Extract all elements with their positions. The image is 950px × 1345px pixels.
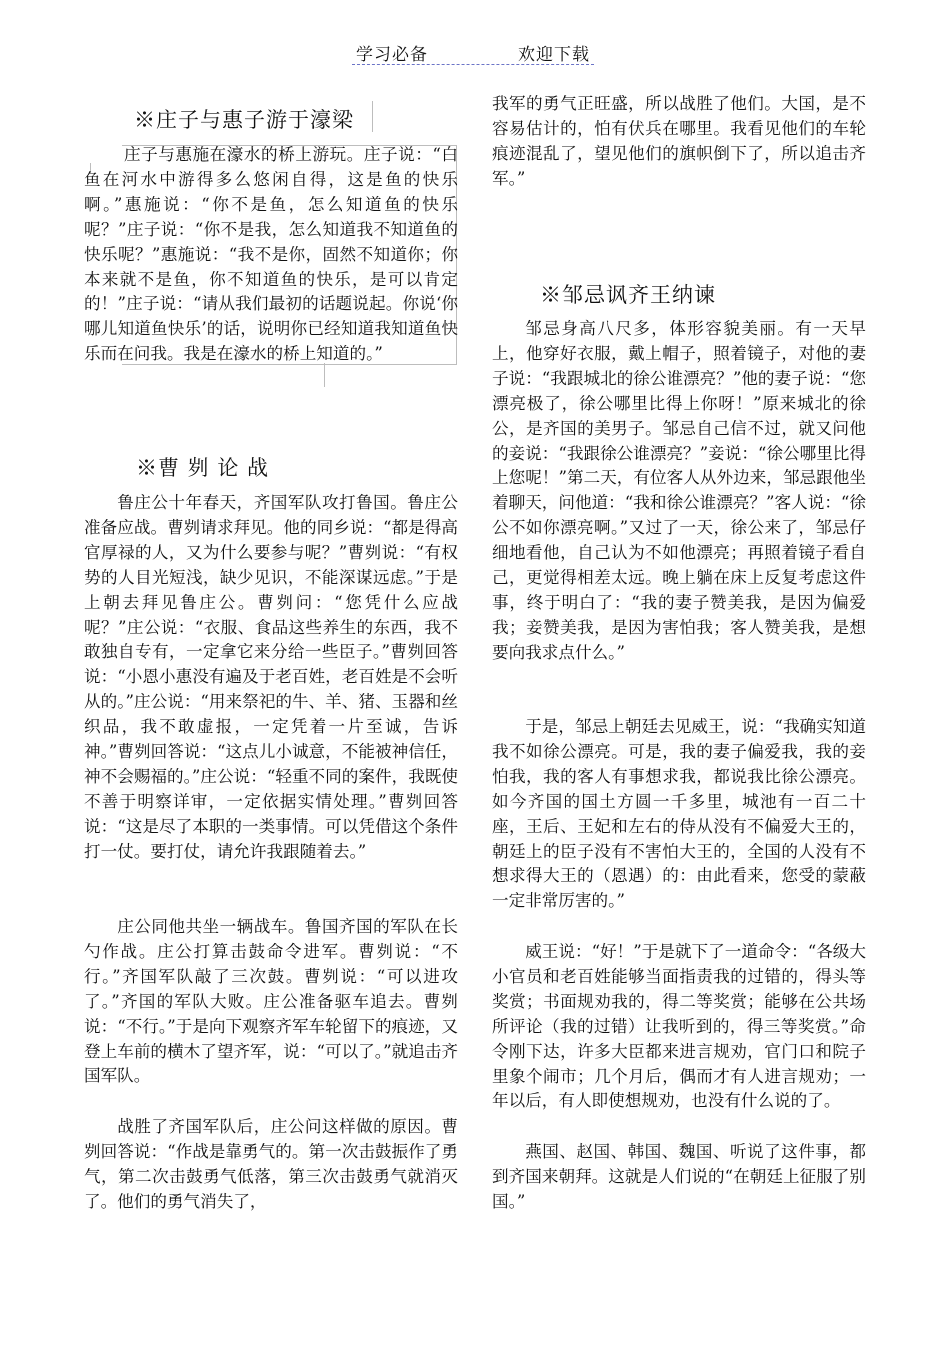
paragraph-zouji-1: 邹忌身高八尺多，体形容貌美丽。有一天早上，他穿好衣服，戴上帽子，照着镜子，对他的妻子说：“我跟城北的徐公谁漂亮？”他的妻子说：“您漂亮极了，徐公哪里比得上你呀！”原来城北的徐公，是齐国的美男子。邹忌自己信不过，就又问他的妾说：“我跟徐公谁漂亮？”妾说：“徐公哪里比得上您呢！”第二天，有位客人从外边来，邹忌跟他坐着聊天，问他道：“我和徐公谁漂亮？”客人说：“徐公不如你漂亮啊。”又过了一天，徐公来了，邹忌仔细地看他，自己认为不如他漂亮；再照着镜子看自己，更觉得相差太远。晚上躺在床上反复考虑这件事，终于明白了：“我的妻子赞美我，是因为偏爱我；妾赞美我，是因为害怕我；客人赞美我，是想要向我求点什么。”	[492, 319, 866, 662]
paragraph-zouji-2: 于是，邹忌上朝廷去见威王，说：“我确实知道我不如徐公漂亮。可是，我的妻子偏爱我，我的妾怕我，我的客人有事想求我，都说我比徐公漂亮。如今齐国的国土方圆一千多里，城池有一百二十座，王后、王妃和左右的侍从没有不偏爱大王的，朝廷上的臣子没有不害怕大王的，全国的人没有不想求得大王的（恩遇）的：由此看来，您受的蒙蔽一定非常厉害的。”	[492, 717, 866, 911]
header-left-text: 学习必备	[356, 45, 428, 65]
section-title-caogui: ※曹 刿 论 战	[136, 456, 270, 480]
paragraph-caogui-3: 战胜了齐国军队后，庄公问这样做的原因。曹刿回答说：“作战是靠勇气的。第一次击鼓振作了勇气，第二次击鼓勇气低落，第三次击鼓勇气就消灭了。他们的勇气消失了，	[84, 1117, 458, 1211]
paragraph-zouji-4: 燕国、赵国、韩国、魏国、听说了这件事，都到齐国来朝拜。这就是人们说的“在朝廷上征服了别国。”	[492, 1142, 866, 1211]
paragraph-caogui-2: 庄公同他共坐一辆战车。鲁国齐国的军队在长勺作战。庄公打算击鼓命令进军。曹刿说：“不行。”齐国军队敲了三次鼓。曹刿说：“可以进攻了。”齐国的军队大败。庄公准备驱车追去。曹刿说：“不行。”于是向下观察齐军车轮留下的痕迹，又登上车前的横木了望齐军，说：“可以了。”就追击齐国军队。	[84, 917, 458, 1086]
paragraph-caogui-3-continued: 我军的勇气正旺盛，所以战胜了他们。大国，是不容易估计的，怕有伏兵在哪里。我看见他们的车轮痕迹混乱了，望见他们的旗帜倒下了，所以追击齐军。”	[492, 94, 866, 188]
paragraph-zhuangzi: 庄子与惠施在濠水的桥上游玩。庄子说：“白鱼在河水中游得多么悠闲自得，这是鱼的快乐啊。”惠施说：“你不是鱼，怎么知道鱼的快乐呢？”庄子说：“你不是我，怎么知道我不知道鱼的快乐呢？”惠施说：“我不是你，固然不知道你；你本来就不是鱼，你不知道鱼的快乐，是可以肯定的！”庄子说：“请从我们最初的话题说起。你说‘你哪儿知道鱼快乐’的话，说明你已经知道我知道鱼快乐而在问我。我是在濠水的桥上知道的。”	[84, 145, 458, 364]
section-title-zouji: ※邹忌讽齐王纳谏	[540, 283, 716, 307]
paragraph-caogui-1: 鲁庄公十年春天，齐国军队攻打鲁国。鲁庄公准备应战。曹刿请求拜见。他的同乡说：“都是得高官厚禄的人，又为什么要参与呢？”曹刿说：“有权势的人目光短浅，缺少见识，不能深谋远虑。”于是上朝去拜见鲁庄公。曹刿问：“您凭什么应战呢？”庄公说：“衣服、食品这些养生的东西，我不敢独自专有，一定拿它来分给一些臣子。”曹刿回答说：“小恩小惠没有遍及于老百姓，老百姓是不会听从的。”庄公说：“用来祭祀的牛、羊、猪、玉器和丝织品，我不敢虚报，一定凭着一片至诚，告诉神。”曹刿回答说：“这点儿小诚意，不能被神信任，神不会赐福的。”庄公说：“轻重不同的案件，我既使不善于明察详审，一定依据实情处理。”曹刿回答说：“这是尽了本职的一类事情。可以凭借这个条件打一仗。要打仗，请允许我跟随着去。”	[84, 493, 458, 861]
section-title-zhuangzi: ※庄子与惠子游于濠梁	[134, 108, 354, 132]
header-right-text: 欢迎下载	[518, 45, 590, 65]
paragraph-zouji-3: 威王说：“好！”于是就下了一道命令：“各级大小官员和老百姓能够当面指责我的过错的，得头等奖赏；书面规劝我的，得二等奖赏；能够在公共场所评论（我的过错）让我听到的，得三等奖赏。”命令刚下达，许多大臣都来进言规劝，官门口和院子里象个闹市；几个月后，偶而才有人进言规劝；一年以后，有人即使想规劝，也没有什么说的了。	[492, 942, 866, 1111]
page-header	[352, 40, 594, 65]
